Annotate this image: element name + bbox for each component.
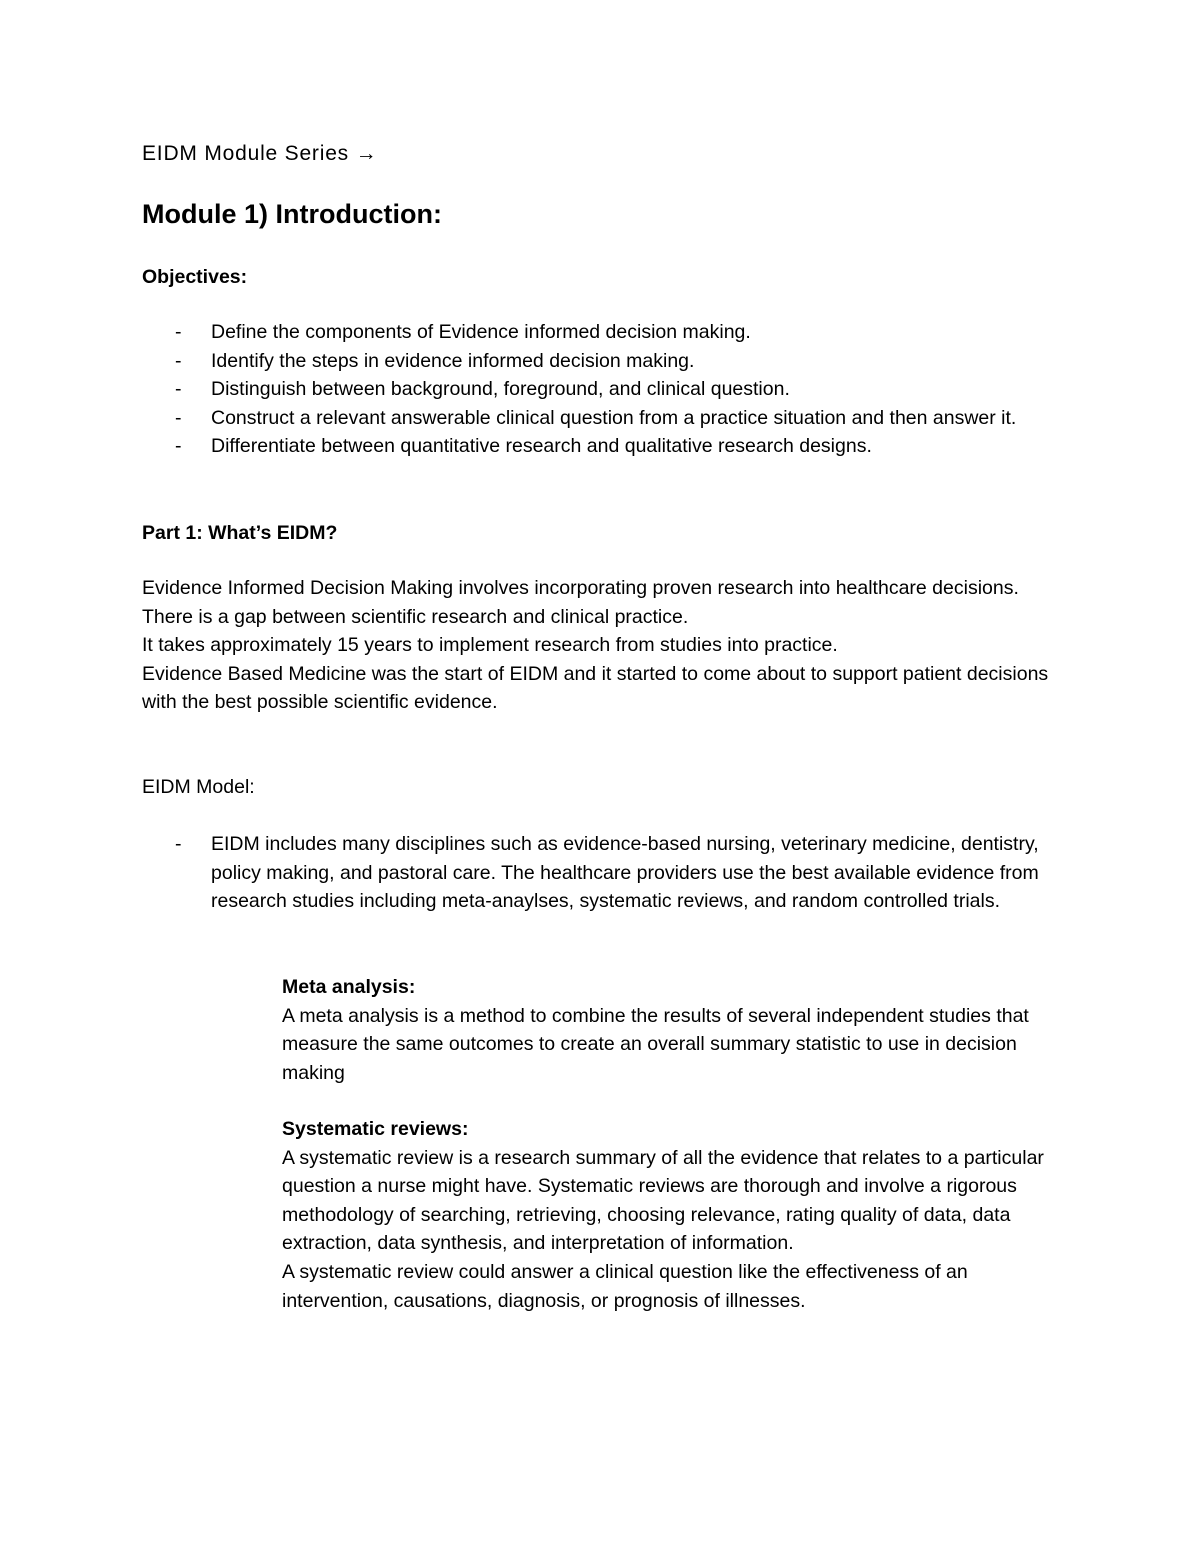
systematic-reviews-heading: Systematic reviews: <box>282 1118 469 1140</box>
bullet-dash: - <box>175 406 182 429</box>
module-title: Module 1) Introduction: <box>142 199 442 229</box>
objectives-list <box>142 318 1042 461</box>
model-heading: EIDM Model: <box>142 776 255 798</box>
objective-text: Distinguish between background, foreground, and clinical question. <box>211 378 790 401</box>
bullet-dash: - <box>175 321 182 343</box>
meta-analysis-section <box>282 973 1072 1087</box>
objective-item <box>142 404 1042 433</box>
objective-text: Differentiate between quantitative research and qualitative research designs. <box>211 435 872 458</box>
objective-item <box>142 375 1042 404</box>
objective-text: Construct a relevant answerable clinical question from a practice situation and then answer it. <box>211 406 1017 429</box>
part1-paragraph: Evidence Informed Decision Making involves incorporating proven research into healthcare decisions. <box>142 577 1019 599</box>
part1-heading: Part 1: What’s EIDM? <box>142 522 338 544</box>
objective-item <box>142 432 1042 461</box>
bullet-dash: - <box>175 349 182 372</box>
part1-body <box>142 574 1072 717</box>
meta-analysis-heading: Meta analysis: <box>282 976 416 998</box>
part1-paragraph: There is a gap between scientific research and clinical practice. <box>142 605 689 628</box>
part1-paragraph: It takes approximately 15 years to implement research from studies into practice. <box>142 634 838 657</box>
series-title: EIDM Module Series → <box>142 142 378 165</box>
objective-text: Identify the steps in evidence informed decision making. <box>211 349 695 372</box>
objective-text: Define the components of Evidence informed decision making. <box>211 321 751 343</box>
objectives-heading: Objectives: <box>142 266 248 288</box>
part1-paragraph: Evidence Based Medicine was the start of EIDM and it started to come about to support patient decisions with the best possible scientific evidence. <box>142 662 1049 714</box>
objective-item <box>142 318 1042 347</box>
model-item <box>142 830 1042 916</box>
systematic-reviews-paragraph: A systematic review could answer a clinical question like the effectiveness of an intervention, causations, diagnosis, or prognosis of illnesses. <box>282 1260 968 1312</box>
objective-item <box>142 347 1042 376</box>
bullet-dash: - <box>175 833 182 855</box>
systematic-reviews-paragraph: A systematic review is a research summary of all the evidence that relates to a particular question a nurse might have. Systematic reviews are thorough and involve a rigorous methodology of searching, retrieving, choosing relevance, rating quality of data, data extraction, data synthesis, and interpretation of information. <box>282 1146 1044 1255</box>
systematic-reviews-section <box>282 1115 1072 1315</box>
meta-analysis-paragraph: A meta analysis is a method to combine the results of several independent studies that measure the same outcomes to create an overall summary statistic to use in decision making <box>282 1004 1029 1084</box>
model-text: EIDM includes many disciplines such as evidence-based nursing, veterinary medicine, dentistry, policy making, and pastoral care. The healthcare providers use the best available evidence from research studies including meta-anaylses, systematic reviews, and random controlled trials. <box>211 833 1039 913</box>
bullet-dash: - <box>175 435 182 458</box>
model-list <box>142 830 1042 916</box>
bullet-dash: - <box>175 378 182 401</box>
